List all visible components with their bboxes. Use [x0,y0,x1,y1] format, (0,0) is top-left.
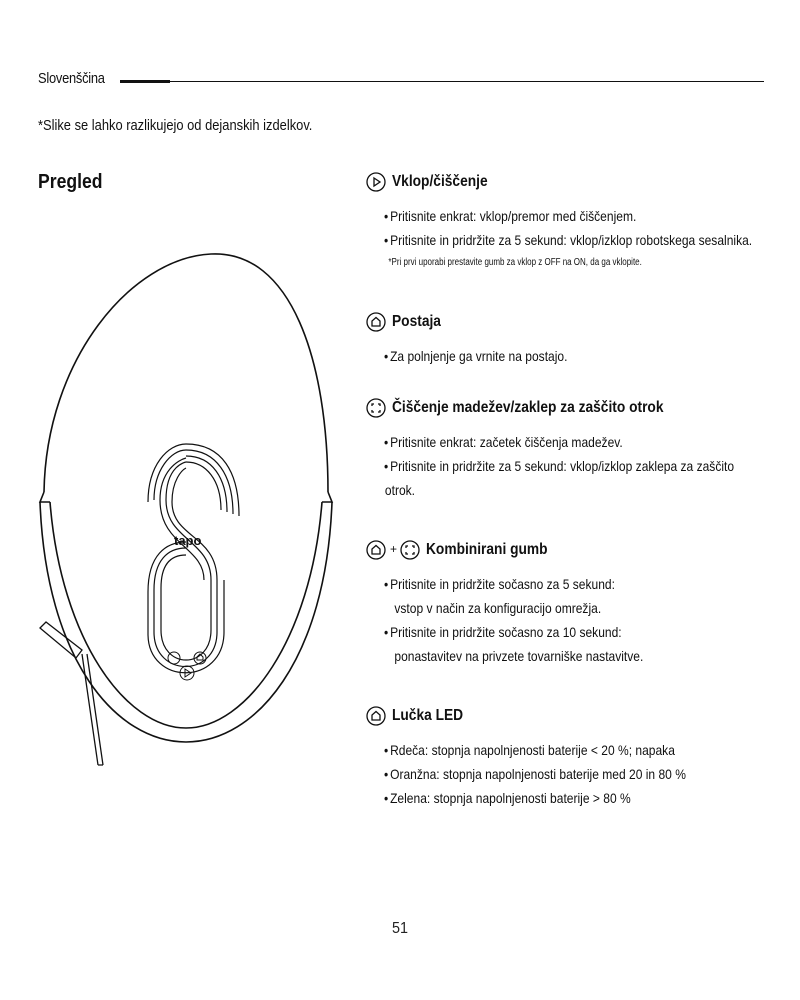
page-number: 51 [391,920,409,937]
disclaimer-text: *Slike se lahko razlikujejo od dejanskih izdelkov. [38,117,313,134]
feature-bullet: • Pritisnite in pridržite sočasno za 10 sekund: [366,620,786,644]
feature-led [366,706,776,810]
spot-clean-icon [366,398,386,418]
spot-clean-icon [400,540,420,560]
feature-bullet: • Pritisnite in pridržite za 5 sekund: vklop/izklop zaklepa za zaščito [366,454,786,478]
home-icon [366,312,386,332]
feature-bullet: • Pritisnite enkrat: začetek čiščenja madežev. [366,430,786,454]
header-rule [170,81,764,82]
feature-title: Kombinirani gumb [426,541,548,558]
feature-spot-clean [366,398,776,502]
feature-combo-button [366,540,776,668]
feature-bullet: • Pritisnite in pridržite za 5 sekund: vklop/izklop robotskega sesalnika. [366,228,786,252]
feature-bullet: • Oranžna: stopnja napolnjenosti baterije med 20 in 80 % [366,762,786,786]
continuation-text: vstop v način za konfiguracijo omrežja. [394,600,602,616]
feature-dock [366,312,776,368]
s-light-panel [148,444,239,673]
feature-power-clean [366,172,776,274]
feature-bullet-continuation [366,596,790,620]
spot-clean-button [168,652,180,664]
feature-note: *Pri prvi uporabi prestavite gumb za vklop z OFF na ON, da ga vklopite. [388,257,642,268]
brand-logo: tapo [174,533,202,548]
feature-title: Postaja [392,313,441,330]
plus-sign: + [390,542,398,556]
home-icon [366,540,386,560]
feature-bullet-continuation [366,478,781,502]
feature-title: Vklop/čiščenje [392,173,488,190]
continuation-text: otrok. [384,482,416,498]
feature-bullet: • Zelena: stopnja napolnjenosti baterije > 80 % [366,786,786,810]
home-icon [366,706,386,726]
header-rule-accent [120,80,170,83]
language-label: Slovenščina [38,70,105,87]
language-header [38,68,764,92]
robot-vacuum-illustration [36,250,346,770]
feature-bullet: • Pritisnite in pridržite sočasno za 5 sekund: [366,572,786,596]
feature-bullet-continuation [366,644,790,668]
feature-title: Čiščenje madežev/zaklep za zaščito otrok [392,399,664,416]
feature-bullet: • Rdeča: stopnja napolnjenosti baterije < 20 %; napaka [366,738,786,762]
section-title: Pregled [38,171,103,193]
feature-bullet: • Za polnjenje ga vrnite na postajo. [366,344,786,368]
continuation-text: ponastavitev na privzete tovarniške nastavitve. [394,648,644,664]
feature-bullet: • Pritisnite enkrat: vklop/premor med čiščenjem. [366,204,786,228]
side-brush [40,622,103,765]
play-icon [366,172,386,192]
feature-title: Lučka LED [392,707,464,724]
